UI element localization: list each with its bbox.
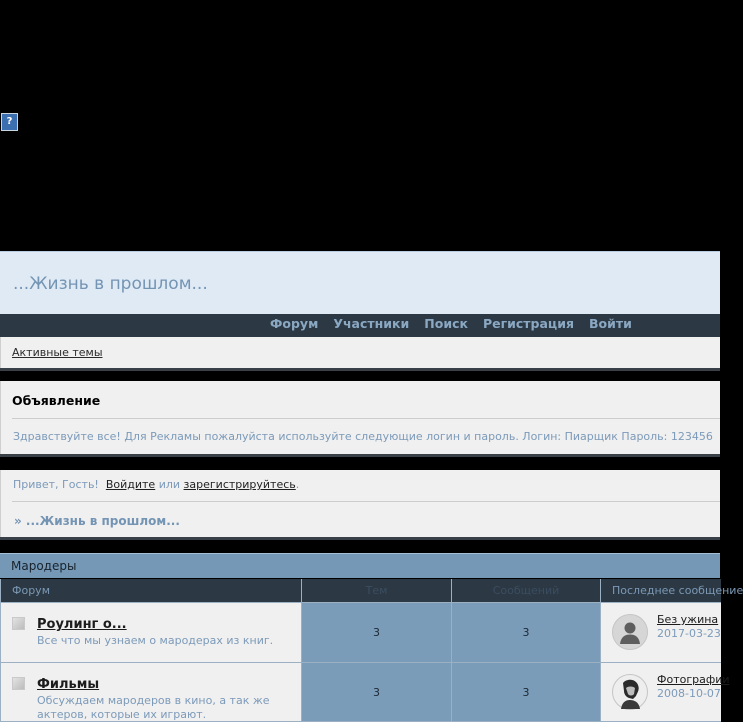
forum-table — [0, 579, 743, 722]
site-title[interactable]: ...Жизнь в прошлом... — [13, 274, 208, 294]
last-post-link[interactable]: Фотографии — [657, 673, 730, 686]
nav-item-forum[interactable]: Форум — [270, 316, 319, 331]
panel-divider — [0, 368, 720, 371]
greeting-period: . — [295, 478, 300, 491]
default-avatar-icon[interactable] — [612, 614, 648, 650]
user-avatar-icon[interactable] — [612, 674, 648, 710]
last-post-cell — [601, 663, 730, 722]
category-name[interactable]: Мародеры — [11, 559, 77, 573]
question-mark-glyph: ? — [6, 116, 13, 127]
active-topics-panel — [0, 337, 720, 368]
topics-count: 3 — [302, 603, 452, 663]
nav-item-register[interactable]: Регистрация — [482, 316, 574, 331]
column-header-last-post: Последнее сообщение — [601, 579, 721, 603]
last-post-date: 2008-10-07 — [657, 687, 721, 700]
table-header-row — [1, 579, 721, 603]
column-header-topics: Тем — [302, 579, 452, 603]
forum-link[interactable]: Фильмы — [37, 677, 100, 692]
category-header — [0, 553, 720, 578]
broken-image-icon — [1, 113, 18, 131]
forum-description: Обсуждаем мародеров в кино, а так же актеров, которые их играют. — [37, 694, 270, 721]
topics-count: 3 — [302, 663, 452, 722]
forum-cell — [1, 663, 302, 722]
login-link[interactable]: Войдите — [105, 478, 156, 491]
panel-divider — [0, 454, 720, 457]
forum-description: Все что мы узнаем о мародерах из книг. — [37, 634, 274, 647]
forum-status-icon — [12, 617, 25, 630]
posts-count: 3 — [452, 603, 601, 663]
nav-item-search[interactable]: Поиск — [424, 316, 468, 331]
main-navigation — [0, 314, 720, 337]
last-post-link[interactable]: Без ужина — [657, 613, 719, 626]
welcome-panel — [0, 470, 720, 537]
nav-item-members[interactable]: Участники — [333, 316, 410, 331]
announcement-text: Здравствуйте все! Для Рекламы пожалуйста используйте следующие логин и пароль. Логин: Пиарщик Пароль: 123456 — [13, 430, 713, 443]
forum-link[interactable]: Роулинг о... — [37, 617, 127, 632]
column-header-forum: Форум — [1, 579, 302, 603]
nav-item-login[interactable]: Войти — [588, 316, 632, 331]
guest-greeting — [13, 478, 299, 491]
column-header-posts: Сообщений — [452, 579, 601, 603]
greeting-text: Привет, Гость! — [13, 478, 99, 491]
forum-status-icon — [12, 677, 25, 690]
announcement-panel — [0, 381, 720, 454]
table-row — [1, 663, 721, 722]
announcement-divider — [12, 418, 720, 419]
last-post-cell — [601, 603, 721, 663]
last-post-date: 2017-03-23 — [657, 627, 721, 640]
table-row — [1, 603, 721, 663]
forum-cell — [1, 603, 302, 663]
panel-divider — [0, 537, 720, 540]
announcement-title: Объявление — [12, 393, 101, 408]
welcome-divider — [12, 501, 720, 502]
breadcrumb[interactable]: » ...Жизнь в прошлом... — [14, 514, 180, 528]
posts-count: 3 — [452, 663, 601, 722]
active-topics-link[interactable]: Активные темы — [12, 346, 103, 359]
or-text: или — [158, 478, 181, 491]
register-link[interactable]: зарегистрируйтесь — [183, 478, 296, 491]
site-title-bar — [0, 251, 720, 314]
